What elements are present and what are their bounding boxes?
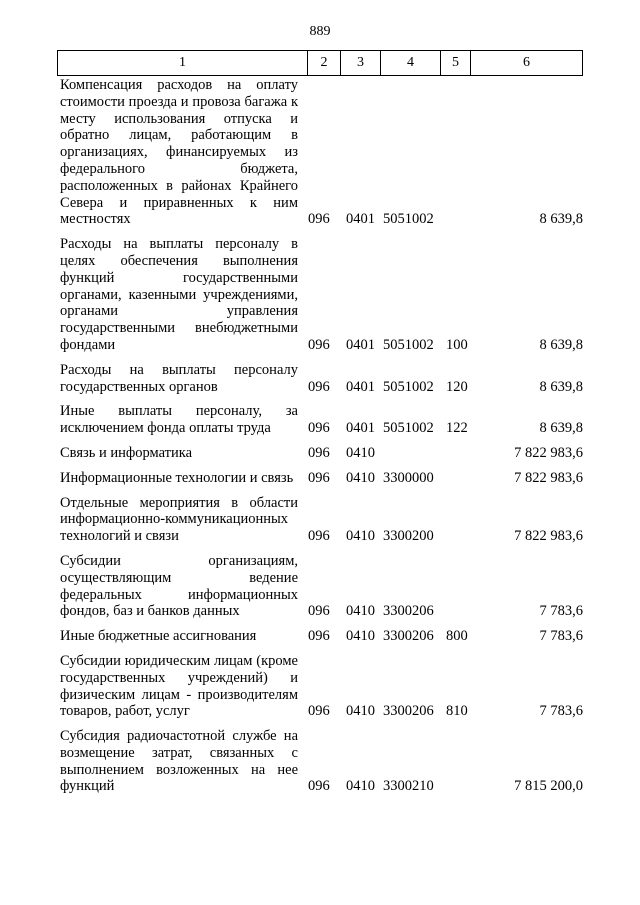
target-code: 5051002 [383,378,434,395]
row-description: Субсидия радиочастотной службе на возмещение затрат, связанных с выполнением возложенных на нее функций [60,728,298,795]
amount: 7 783,6 [539,628,583,645]
header-col-6: 6 [523,55,530,70]
row-description: Отдельные мероприятия в области информационно-коммуникационных технологий и связи [60,494,298,545]
table-row [0,553,640,620]
expense-type-code: 100 [446,336,468,353]
target-code: 3300206 [383,628,434,645]
table-row [0,470,640,487]
target-code: 3300200 [383,528,434,545]
section-code: 0410 [346,444,375,461]
table-row [0,77,640,228]
ministry-code: 096 [308,336,330,353]
ministry-code: 096 [308,528,330,545]
row-description: Расходы на выплаты персоналу государственных органов [60,361,298,395]
header-col-2: 2 [308,51,341,75]
amount: 7 822 983,6 [514,469,583,486]
expense-type-code: 810 [446,703,468,720]
ministry-code: 096 [308,469,330,486]
table-row [0,495,640,545]
table-row [0,628,640,645]
row-description: Субсидии организациям, осуществляющим ведение федеральных информационных фондов, баз и банков данных [60,552,298,620]
section-code: 0401 [346,336,375,353]
page-number: 889 [309,24,331,39]
expense-type-code: 122 [446,420,468,437]
expense-type-code: 800 [446,628,468,645]
amount: 7 783,6 [539,603,583,620]
row-description: Информационные технологии и связь [60,469,294,486]
table-row [0,362,640,396]
target-code: 5051002 [383,211,434,228]
ministry-code: 096 [308,778,330,795]
header-col-5: 5 [441,51,471,75]
table-row [0,653,640,720]
row-description: Иные бюджетные ассигнования [60,628,257,645]
ministry-code: 096 [308,444,330,461]
ministry-code: 096 [308,628,330,645]
ministry-code: 096 [308,703,330,720]
expense-type-code: 120 [446,378,468,395]
section-code: 0410 [346,778,375,795]
row-description: Компенсация расходов на оплату стоимости проезда и провоза багажа к месту использования отпуска и обратно лицам, работающим в организациях, финансируемых из федерального бюджета, расположенных в районах Крайнего Севера и приравненных к ним местностях [60,77,298,228]
amount: 8 639,8 [539,420,583,437]
table-row [0,445,640,462]
header-col-4: 4 [381,51,441,75]
amount: 8 639,8 [539,378,583,395]
header-col-3: 3 [341,51,381,75]
section-code: 0401 [346,211,375,228]
section-code: 0410 [346,469,375,486]
target-code: 3300206 [383,603,434,620]
table-row [0,236,640,354]
section-code: 0410 [346,528,375,545]
amount: 8 639,8 [539,211,583,228]
table-row [0,403,640,437]
row-description: Расходы на выплаты персоналу в целях обеспечения выполнения функций государственными органами, казенными учреждениями, органами управления государственными внебюджетными фондами [60,236,298,353]
target-code: 5051002 [383,420,434,437]
ministry-code: 096 [308,420,330,437]
row-description: Связь и информатика [60,444,193,461]
table-header [57,50,583,76]
amount: 7 815 200,0 [514,778,583,795]
ministry-code: 096 [308,378,330,395]
amount: 8 639,8 [539,336,583,353]
table-body [0,77,640,803]
section-code: 0410 [346,628,375,645]
ministry-code: 096 [308,603,330,620]
header-col-1: 1 [58,51,308,75]
target-code: 3300210 [383,778,434,795]
table-row [0,728,640,795]
section-code: 0410 [346,703,375,720]
section-code: 0401 [346,378,375,395]
target-code: 3300206 [383,703,434,720]
ministry-code: 096 [308,211,330,228]
target-code: 5051002 [383,336,434,353]
section-code: 0401 [346,420,375,437]
amount: 7 822 983,6 [514,444,583,461]
target-code: 3300000 [383,469,434,486]
amount: 7 822 983,6 [514,528,583,545]
row-description: Иные выплаты персоналу, за исключением фонда оплаты труда [60,403,298,437]
section-code: 0410 [346,603,375,620]
amount: 7 783,6 [539,703,583,720]
row-description: Субсидии юридическим лицам (кроме государственных учреждений) и физическим лицам - производителям товаров, работ, услуг [60,652,298,720]
